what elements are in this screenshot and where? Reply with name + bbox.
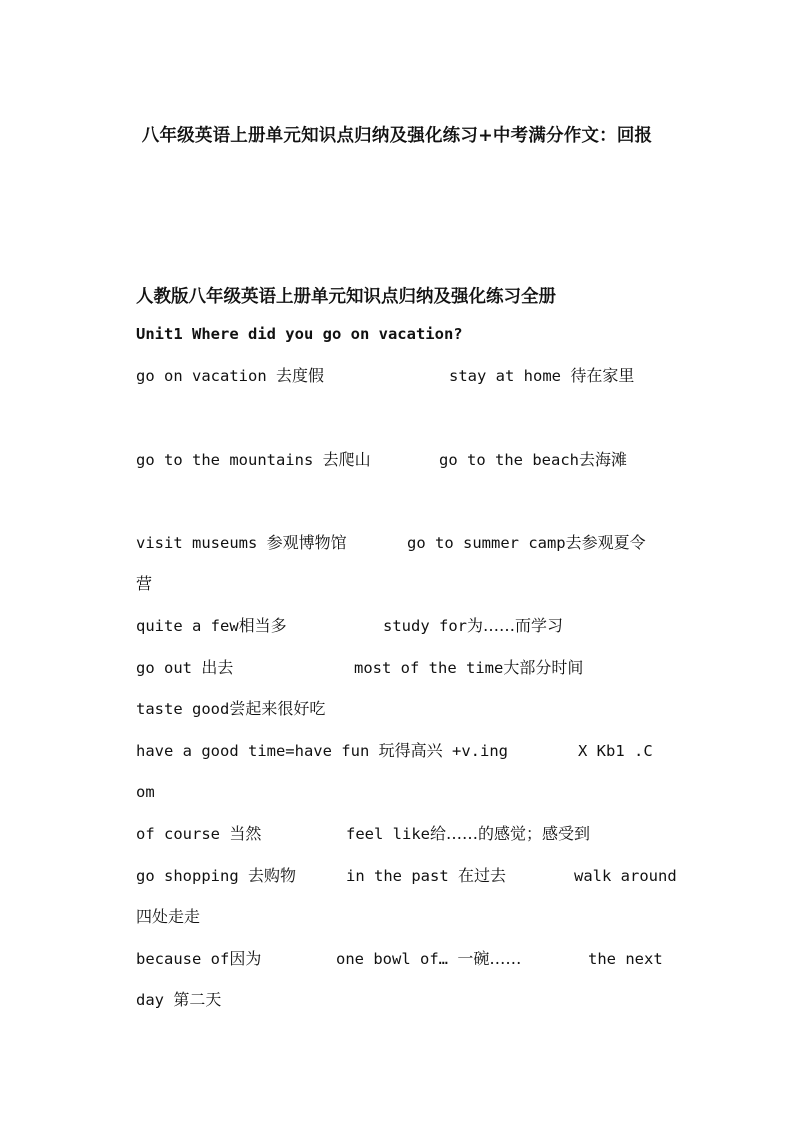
phrase-line-wrap	[136, 779, 696, 805]
phrase-line	[136, 530, 696, 556]
phrase-because-of: because of因为	[136, 949, 262, 968]
document-title: 八年级英语上册单元知识点归纳及强化练习+中考满分作文：回报	[141, 126, 653, 146]
watermark-wrap-text: om	[136, 783, 155, 801]
phrase-go-to-summer-camp: go to summer camp去参观夏令	[407, 533, 646, 552]
phrase-go-shopping: go shopping 去购物	[136, 866, 297, 885]
phrase-walk-around-cn: 四处走走	[136, 907, 201, 926]
phrase-line	[136, 738, 696, 764]
phrase-line	[136, 363, 696, 389]
phrase-line-wrap	[136, 987, 696, 1013]
phrase-stay-at-home: stay at home 待在家里	[449, 366, 635, 385]
watermark-text: X Kb1 .C	[578, 742, 653, 760]
phrase-most-of-the-time: most of the time大部分时间	[354, 658, 584, 677]
phrase-go-to-the-beach: go to the beach去海滩	[439, 450, 627, 469]
phrase-line-wrap	[136, 571, 696, 597]
phrase-line	[136, 447, 696, 473]
phrase-line	[136, 655, 696, 681]
phrase-line-wrap	[136, 904, 696, 930]
phrase-go-out: go out 出去	[136, 658, 234, 677]
phrase-taste-good: taste good尝起来很好吃	[136, 699, 326, 718]
phrase-one-bowl-of: one bowl of… 一碗……	[336, 949, 522, 968]
phrase-study-for: study for为……而学习	[383, 616, 564, 635]
phrase-line	[136, 613, 696, 639]
phrase-feel-like: feel like给……的感觉；感受到	[346, 824, 591, 843]
phrase-quite-a-few: quite a few相当多	[136, 616, 287, 635]
phrase-the-next-day: the next	[588, 950, 663, 968]
section-title: 人教版八年级英语上册单元知识点归纳及强化练习全册	[136, 287, 556, 307]
phrase-line	[136, 821, 696, 847]
phrase-go-to-the-mountains: go to the mountains 去爬山	[136, 450, 371, 469]
phrase-of-course: of course 当然	[136, 824, 262, 843]
phrase-line	[136, 696, 696, 722]
phrase-wrap-text: 营	[136, 574, 153, 593]
phrase-have-a-good-time: have a good time=have fun 玩得高兴 +v.ing	[136, 741, 508, 760]
phrase-visit-museums: visit museums 参观博物馆	[136, 533, 347, 552]
phrase-walk-around: walk around	[574, 867, 677, 885]
phrase-the-next-day-wrap: day 第二天	[136, 990, 222, 1009]
phrase-in-the-past: in the past 在过去	[346, 866, 507, 885]
phrase-go-on-vacation: go on vacation 去度假	[136, 366, 325, 385]
unit-title: Unit1 Where did you go on vacation?	[136, 325, 463, 343]
phrase-line	[136, 863, 696, 889]
phrase-line	[136, 946, 696, 972]
